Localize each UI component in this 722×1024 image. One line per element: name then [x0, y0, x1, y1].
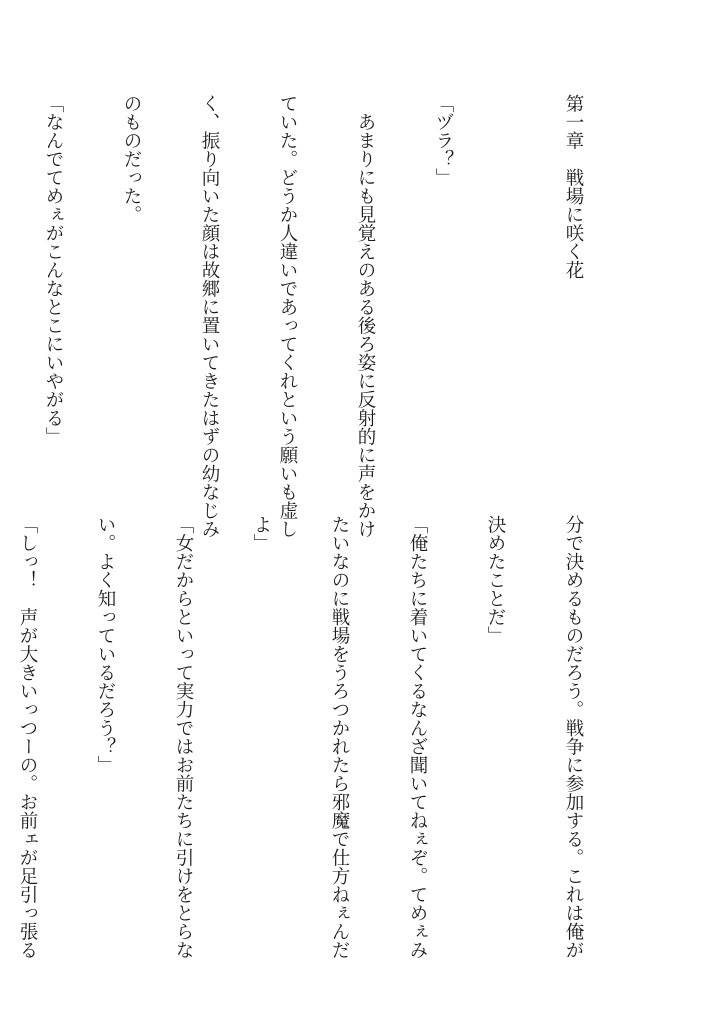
- text-line: ていた。どうか人違いであってくれという願いも虚し: [277, 94, 298, 538]
- text-line: のものだった。: [121, 94, 142, 224]
- text-line: 「俺たちに着いてくるなんざ聞いてねぇぞ。てめぇみ: [407, 515, 428, 959]
- text-line: よ」: [251, 515, 272, 552]
- text-line: 分で決めるものだろう。戦争に参加する。これは俺が: [563, 515, 584, 959]
- text-line: 「しっ！ 声が大きいっつーの。お前ェが足引っ張る: [17, 515, 38, 959]
- text-line: あまりにも見覚えのある後ろ姿に反射的に声をかけ: [355, 94, 376, 538]
- upper-text-block: [43, 94, 638, 538]
- text-line: たいなのに戦場をうろつかれたら邪魔で仕方ねぇんだ: [329, 515, 350, 959]
- text-line: 「ヅラ？」: [433, 94, 454, 187]
- chapter-title: 第一章 戦場に咲く花: [563, 94, 584, 279]
- text-line: 「女だからといって実力ではお前たちに引けをとらな: [173, 515, 194, 959]
- lower-text-block: [17, 515, 638, 959]
- text-line: 「なんでてめぇがこんなとこにいやがる」: [43, 94, 64, 446]
- text-line: い。よく知っているだろう？」: [95, 515, 116, 774]
- text-line: く、振り向いた顔は故郷に置いてきたはずの幼なじみ: [199, 94, 220, 538]
- text-line: 決めたことだ」: [485, 515, 506, 645]
